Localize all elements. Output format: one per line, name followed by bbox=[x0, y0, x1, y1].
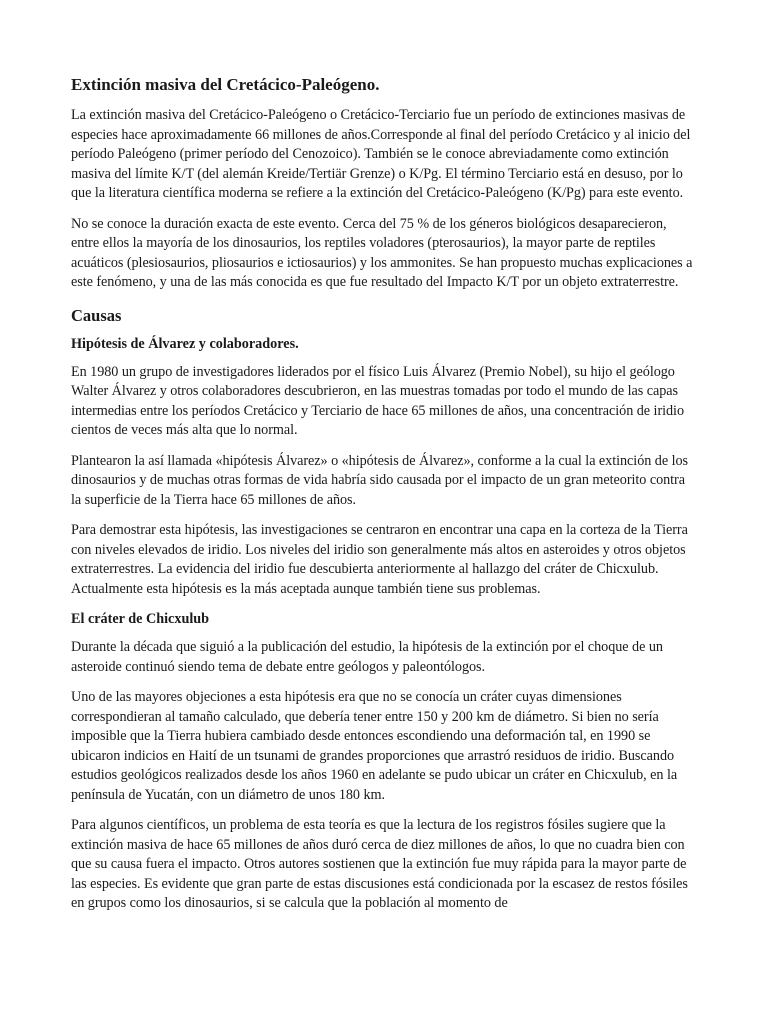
section-heading-causas: Causas bbox=[71, 305, 122, 325]
chicxulub-paragraph-1: Durante la década que siguió a la publicación del estudio, la hipótesis de la extinción por el choque de un asteroide continuó siendo tema de debate entre geólogos y paleontólogos. bbox=[71, 639, 663, 675]
alvarez-paragraph-1: En 1980 un grupo de investigadores liderados por el físico Luis Álvarez (Premio Nobel), su hijo el geólogo Walter Álvarez y otros colaboradores descubrieron, en las muestras tomadas por todo el mundo de las capas intermedias entre los períodos Cretácico y Terciario de hace 65 millones de años, una concentración de iridio cientos de veces más alta que lo normal. bbox=[71, 363, 684, 438]
chicxulub-paragraph-2: Uno de las mayores objeciones a esta hipótesis era que no se conocía un cráter cuyas dimensiones correspondieran al tamaño calculado, que debería tener entre 150 y 200 km de diámetro. Si bien no sería imposible que la Tierra hubiera cambiado desde entonces escondiendo una deformación tal, en 1990 se ubicaron indicios en Haití de un tsunami de grandes proporciones que arrastró residuos de iridio. Buscando estudios geológicos realizados desde los años 1960 en adelante se pudo ubicar un cráter en Chicxulub, en la península de Yucatán, con un diámetro de unos 180 km. bbox=[71, 689, 678, 803]
document-title: Extinción masiva del Cretácico-Paleógeno. bbox=[71, 75, 380, 94]
intro-paragraph-2: No se conoce la duración exacta de este evento. Cerca del 75 % de los géneros biológicos desaparecieron, entre ellos la mayoría de los dinosaurios, los reptiles voladores (pterosaurios), la mayor parte de reptiles acuáticos (plesiosaurios, pliosaurios e ictiosaurios) y los ammonites. Se han propuesto muchas explicaciones a este fenómeno, y una de las más conocida es que fue resultado del Impacto K/T por un objeto extraterrestre. bbox=[71, 215, 693, 290]
subsection-heading-chicxulub: El cráter de Chicxulub bbox=[71, 611, 210, 627]
alvarez-paragraph-3: Para demostrar esta hipótesis, las investigaciones se centraron en encontrar una capa en la corteza de la Tierra con niveles elevados de iridio. Los niveles del iridio son generalmente más altos en asteroides y otros objetos extraterrestres. La evidencia del iridio fue descubierta anteriormente al hallazgo del cráter de Chicxulub. Actualmente esta hipótesis es la más aceptada aunque también tiene sus problemas. bbox=[71, 522, 688, 597]
alvarez-paragraph-2: Plantearon la así llamada «hipótesis Álvarez» o «hipótesis de Álvarez», conforme a la cual la extinción de los dinosaurios y de muchas otras formas de vida habría sido causada por el impacto de un gran meteorito contra la superficie de la Tierra hace 65 millones de años. bbox=[71, 452, 688, 508]
subsection-heading-alvarez: Hipótesis de Álvarez y colaboradores. bbox=[71, 335, 299, 352]
document-page bbox=[71, 60, 698, 925]
intro-paragraph-1: La extinción masiva del Cretácico-Paleógeno o Cretácico-Terciario fue un período de extinciones masivas de especies hace aproximadamente 66 millones de años.Corresponde al final del período Cretácico y al inicio del período Paleógeno (primer período del Cenozoico). También se le conoce abreviadamente como extinción masiva del límite K/T (del alemán Kreide/Tertiär Grenze) o K/Pg. El término Terciario está en desuso, por lo que la literatura científica moderna se refiere a la extinción del Cretácico-Paleógeno (K/Pg) para este evento. bbox=[71, 107, 691, 201]
chicxulub-paragraph-3: Para algunos científicos, un problema de esta teoría es que la lectura de los registros fósiles sugiere que la extinción masiva de hace 65 millones de años duró cerca de diez millones de años, lo que no cuadra bien con que su causa fuera el impacto. Otros autores sostienen que la extinción fue muy rápida para la mayor parte de las especies. Es evidente que gran parte de estas discusiones está condicionada por la escasez de restos fósiles en grupos como los dinosaurios, si se calcula que la población al momento de bbox=[71, 817, 688, 911]
